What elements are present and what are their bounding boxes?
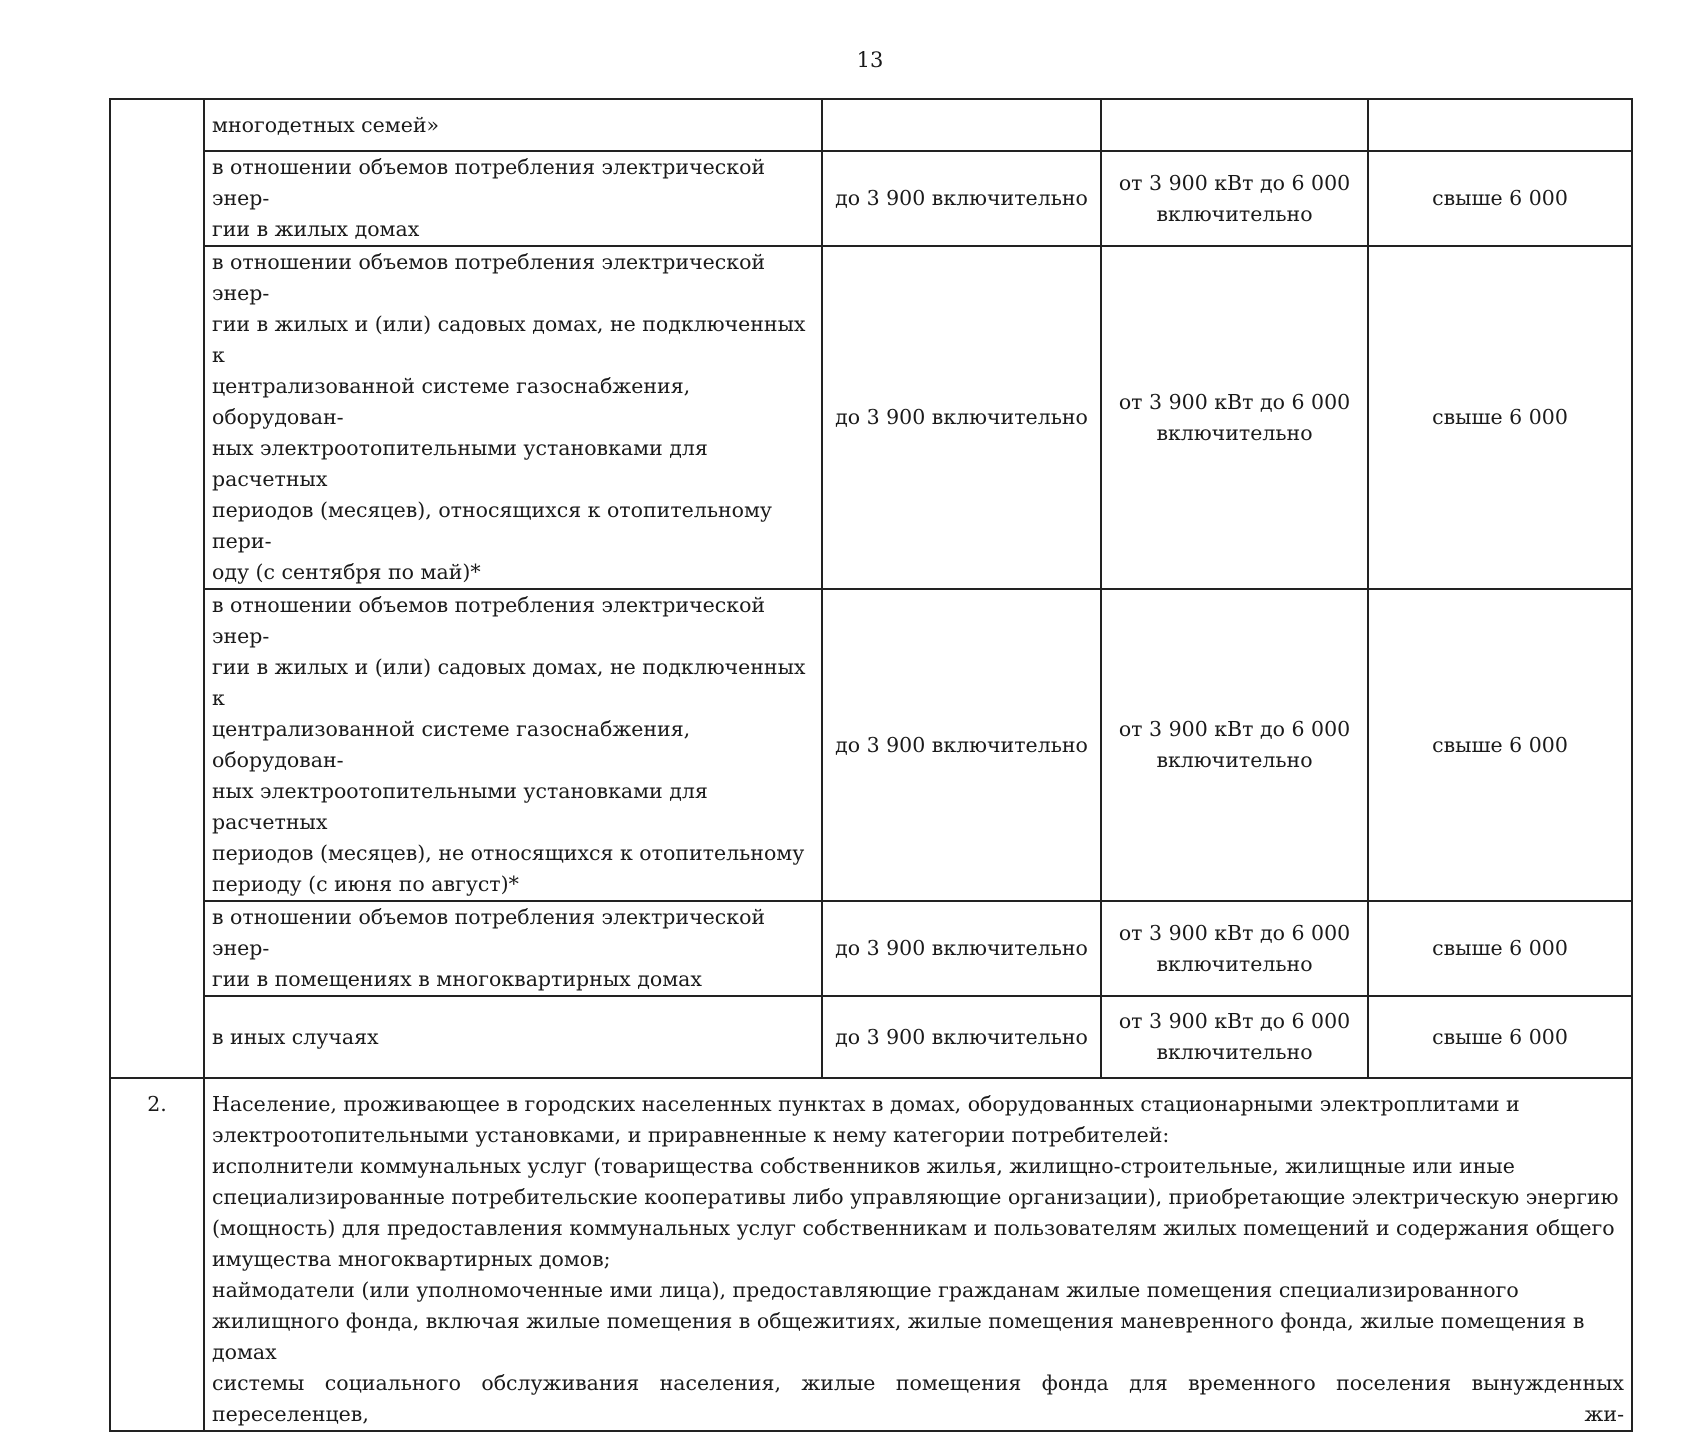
description-line: периодов (месяцев), не относящихся к отопительному bbox=[212, 841, 805, 865]
range-mid-cell bbox=[1101, 996, 1368, 1078]
range-high-cell: свыше 6 000 bbox=[1368, 996, 1632, 1078]
description-line: гии в жилых и (или) садовых домах, не подключенных к bbox=[212, 312, 806, 367]
range-mid-line: от 3 900 кВт до 6 000 bbox=[1118, 170, 1351, 195]
description-line: в отношении объемов потребления электрической энер- bbox=[212, 155, 766, 210]
range-mid-line: от 3 900 кВт до 6 000 bbox=[1118, 717, 1351, 741]
section-2-line: имущества многоквартирных домов; bbox=[212, 1247, 611, 1271]
description-line: централизованной системе газоснабжения, оборудован- bbox=[212, 717, 691, 772]
description-line: оду (с сентября по май)* bbox=[212, 560, 481, 584]
section-2-line: системы социального обслуживания населения, жилые помещения фонда для временного поселения вынужденных переселенцев, жи- bbox=[212, 1371, 1624, 1426]
description-line: в отношении объемов потребления электрической энер- bbox=[212, 250, 766, 305]
row-number-cell bbox=[110, 99, 204, 1078]
table-row bbox=[110, 99, 1632, 151]
range-low-cell: до 3 900 включительно bbox=[822, 996, 1101, 1078]
range-mid-line: включительно bbox=[1156, 201, 1313, 226]
range-mid-cell bbox=[1101, 901, 1368, 996]
table-row bbox=[110, 246, 1632, 589]
table-row-section-2 bbox=[110, 1078, 1632, 1431]
category-description bbox=[204, 246, 822, 589]
range-mid-cell bbox=[1101, 589, 1368, 901]
description-line: гии в жилых и (или) садовых домах, не подключенных к bbox=[212, 655, 806, 710]
range-mid-line: включительно bbox=[1156, 420, 1313, 445]
row-number-cell: 2. bbox=[110, 1078, 204, 1431]
page-number: 13 bbox=[856, 48, 884, 72]
range-high-cell: свыше 6 000 bbox=[1368, 901, 1632, 996]
range-mid-cell bbox=[1101, 151, 1368, 246]
description-line: в отношении объемов потребления электрической энер- bbox=[212, 905, 766, 960]
description-line: ных электроотопительными установками для расчетных bbox=[212, 779, 708, 834]
section-2-description bbox=[204, 1078, 1632, 1431]
category-description bbox=[204, 996, 822, 1078]
range-mid-line: включительно bbox=[1156, 951, 1313, 976]
range-mid-cell bbox=[1101, 99, 1368, 151]
range-low-cell: до 3 900 включительно bbox=[822, 589, 1101, 901]
table-row bbox=[110, 996, 1632, 1078]
range-low-cell bbox=[822, 99, 1101, 151]
section-2-line: электроотопительными установками, и приравненные к нему категории потребителей: bbox=[212, 1123, 1170, 1147]
description-line: периодов (месяцев), относящихся к отопительному пери- bbox=[212, 498, 772, 553]
section-2-line: (мощность) для предоставления коммунальных услуг собственникам и пользователям жилых помещений и содержания общего bbox=[212, 1216, 1615, 1240]
category-description bbox=[204, 589, 822, 901]
section-2-line: исполнители коммунальных услуг (товарищества собственников жилья, жилищно-строительные, жилищные или иные bbox=[212, 1154, 1515, 1178]
category-description bbox=[204, 901, 822, 996]
range-low-cell: до 3 900 включительно bbox=[822, 246, 1101, 589]
table-row bbox=[110, 901, 1632, 996]
description-line: централизованной системе газоснабжения, оборудован- bbox=[212, 374, 691, 429]
range-high-cell bbox=[1368, 99, 1632, 151]
range-low-cell: до 3 900 включительно bbox=[822, 901, 1101, 996]
range-mid-line: от 3 900 кВт до 6 000 bbox=[1118, 389, 1351, 414]
category-description-text: многодетных семей» bbox=[212, 112, 440, 137]
section-2-line: жилищного фонда, включая жилые помещения в общежитиях, жилые помещения маневренного фонда, жилые помещения в домах bbox=[212, 1309, 1585, 1364]
description-line: гии в помещениях в многоквартирных домах bbox=[212, 967, 702, 991]
range-low-cell: до 3 900 включительно bbox=[822, 151, 1101, 246]
range-mid-line: от 3 900 кВт до 6 000 bbox=[1118, 1009, 1351, 1033]
table-row bbox=[110, 589, 1632, 901]
range-mid-line: включительно bbox=[1156, 1040, 1313, 1064]
section-2-line: специализированные потребительские кооперативы либо управляющие организации), приобретающие электрическую энергию bbox=[212, 1185, 1619, 1209]
category-description bbox=[204, 99, 822, 151]
range-high-cell: свыше 6 000 bbox=[1368, 151, 1632, 246]
category-description bbox=[204, 151, 822, 246]
description-line: ных электроотопительными установками для расчетных bbox=[212, 436, 708, 491]
range-high-cell: свыше 6 000 bbox=[1368, 246, 1632, 589]
section-2-line: Население, проживающее в городских населенных пунктах в домах, оборудованных стационарными электроплитами и bbox=[212, 1092, 1520, 1116]
range-mid-line: от 3 900 кВт до 6 000 bbox=[1118, 920, 1351, 945]
range-mid-cell bbox=[1101, 246, 1368, 589]
section-2-line: наймодатели (или уполномоченные ими лица), предоставляющие гражданам жилые помещения специализированного bbox=[212, 1278, 1519, 1302]
tariff-table bbox=[109, 98, 1633, 1432]
table-row bbox=[110, 151, 1632, 246]
description-line: периоду (с июня по август)* bbox=[212, 872, 519, 896]
description-line: в отношении объемов потребления электрической энер- bbox=[212, 593, 766, 648]
description-line: гии в жилых домах bbox=[212, 217, 420, 241]
range-high-cell: свыше 6 000 bbox=[1368, 589, 1632, 901]
range-mid-line: включительно bbox=[1156, 748, 1313, 772]
description-line: в иных случаях bbox=[212, 1024, 379, 1049]
